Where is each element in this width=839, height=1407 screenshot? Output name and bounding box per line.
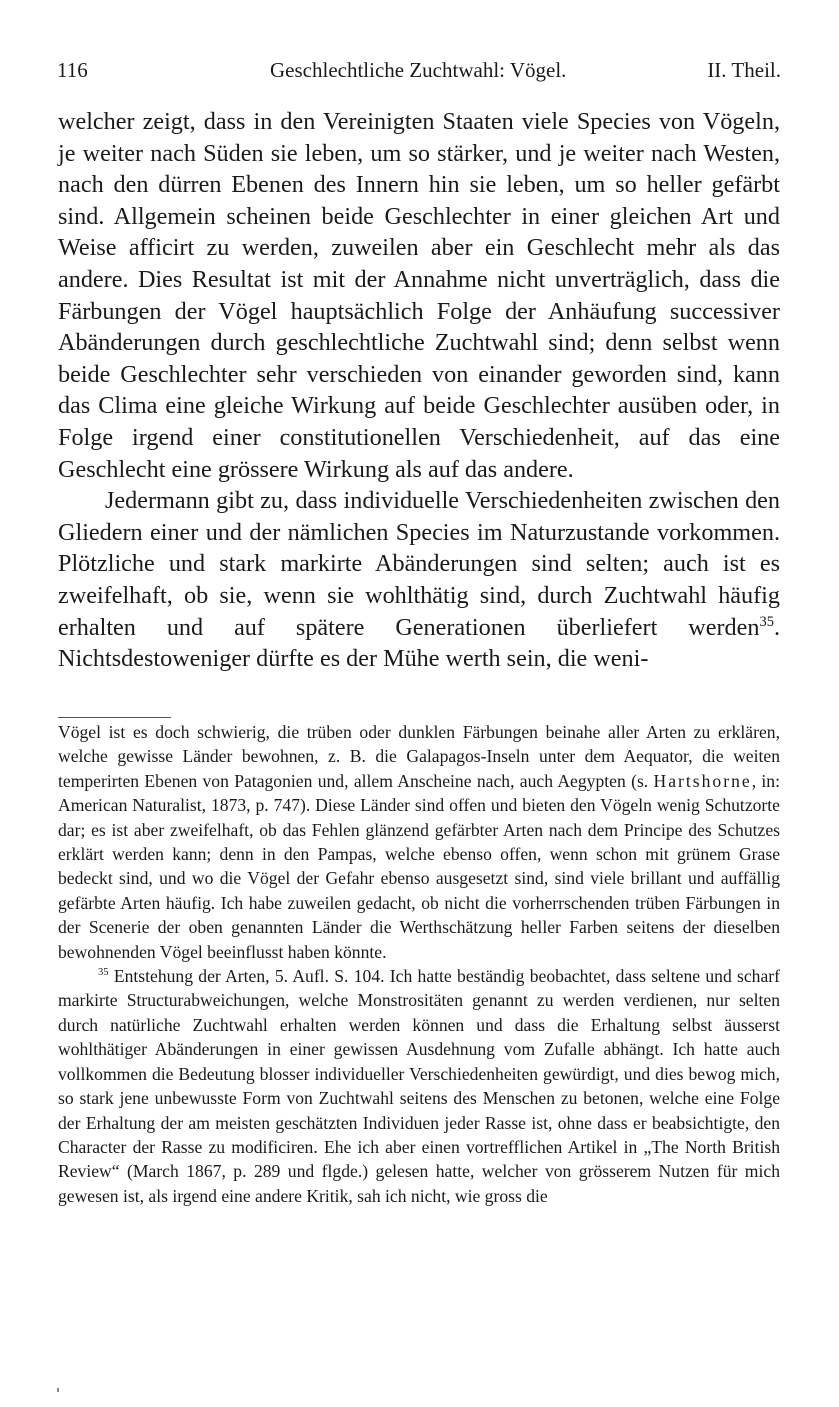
footnote-35 [58,964,780,1208]
paragraph: welcher zeigt, dass in den Vereinigten Staaten viele Species von Vögeln, je weiter nach Süden sie leben, um so stärker, und je weiter nach Westen, nach den dürren Ebenen des Innern hin sie leben, um so heller gefärbt sind. Allgemein scheinen beide Geschlechter in einer gleichen Art und Weise afficirt zu werden, zuweilen aber ein Geschlecht mehr als das andere. Dies Resultat ist mit der Annahme nicht unverträglich, dass die Färbungen der Vögel hauptsächlich Folge der Anhäufung successiver Abänderungen durch geschlechtliche Zuchtwahl sind; denn selbst wenn beide Geschlechter sehr verschieden von einander geworden sind, kann das Clima eine gleiche Wirkung auf beide Geschlechter ausüben oder, in Folge irgend einer constitutionellen Verschiedenheit, auf das eine Geschlecht eine grössere Wirkung als auf das andere. [58,108,780,483]
footnote-continued [58,720,780,964]
footnote-text: , in: American Naturalist, 1873, p. 747). Diese Länder sind offen und bieten den Vögeln wenig Schutzorte dar; es ist aber zweifelhaft, ob das Fehlen glänzend gefärbter Arten nach dem Principe des Schutzes erklärt werden kann; denn in den Pampas, welche ebenso offen, wenn schon mit grünem Grase bedeckt sind, und wo die Vögel der Gefahr ebenso ausgesetzt sind, sind viele brillant und auffällig gefärbte Arten häufig. Ich habe zuweilen gedacht, ob nicht die vorherrschenden trüben Färbungen in der Scenerie der oben genannten Länder die Werthschätzung heller Farben seitens der dieselben bewohnenden Vögel beeinflusst haben könnte. [58,770,780,962]
running-title: Geschlechtliche Zuchtwahl: Vögel. [270,58,567,82]
footnotes [58,720,780,1208]
footnote-text: Vögel ist es doch schwierig, die trüben oder dunklen Färbungen beinahe aller Arten zu erklären, welche gewisse Länder bewohnen, z. B. die Galapagos-Inseln unter dem Aequator, die weiten temperirten Ebenen von Patagonien und, allem Anscheine nach, auch Aegypten (s. [58,722,780,791]
part-label: II. Theil. [707,58,781,82]
footnote-divider [58,717,171,718]
paragraph-text: Jedermann gibt zu, dass individuelle Verschiedenheiten zwischen den Gliedern einer und der nämlichen Species im Naturzustande vorkommen. Plötzliche und stark markirte Abänderungen sind selten; auch ist es zweifelhaft, ob sie, wenn sie wohlthätig sind, durch Zuchtwahl häufig erhalten und auf spätere Generationen überliefert werden [58,487,780,641]
page-number: 116 [57,58,88,82]
footnote-reference: 35 [759,613,774,630]
footnote-text: Entstehung der Arten, 5. Aufl. S. 104. Ich hatte beständig beobachtet, dass seltene und scharf markirte Structurabweichungen, welche Monstrositäten genannt zu werden verdienen, nur selten durch natürliche Zuchtwahl erhalten werden können und dass die Erhaltung selbst äusserst wohlthätiger Abänderungen in einer gewissen Ausdehnung vom Zufalle abhängt. Ich hatte auch vollkommen die Bedeutung blosser individueller Verschiedenheiten gewürdigt, und dies bewog mich, so stark jene unbewusste Form von Zuchtwahl seitens des Menschen zu betonen, welche eine Folge der Erhaltung der am meisten geschätzten Individuen jeder Rasse ist, ohne dass er beabsichtigte, den Character der Rasse zu modificiren. Ehe ich aber einen vortrefflichen Artikel in „The North British Review“ (March 1867, p. 289 und flgde.) gelesen hatte, welcher von grösserem Nutzen für mich gewesen ist, als irgend eine andere Kritik, sah ich nicht, wie gross die [58,966,781,1206]
paragraph-text: . Nichtsdestoweniger dürfte es der Mühe werth sein, die weni- [58,613,780,673]
main-text [58,106,780,675]
footnote-marker: 35 [98,967,109,979]
author-name: Hartshorne [653,770,752,791]
print-speck [57,1388,59,1392]
paragraph [58,485,780,675]
running-header [57,58,781,86]
